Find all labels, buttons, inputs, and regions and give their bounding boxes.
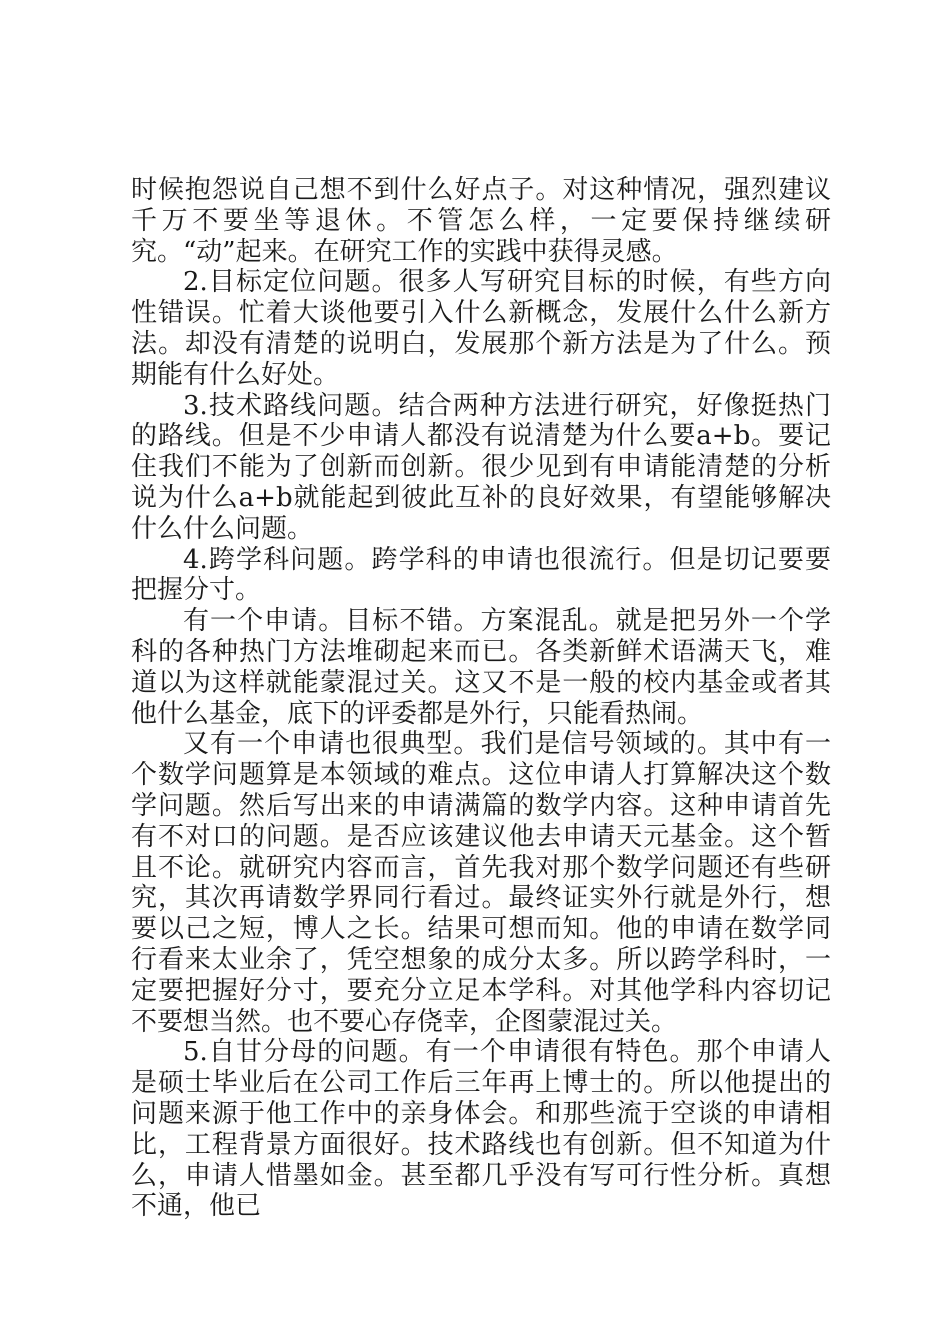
paragraph-1: 时候抱怨说自己想不到什么好点子。对这种情况，强烈建议千万不要坐等退休。不管怎么样，一定要保持继续研究。“动”起来。在研究工作的实践中获得灵感。 [131, 175, 831, 267]
paragraph-4: 4.跨学科问题。跨学科的申请也很流行。但是切记要要把握分寸。 [131, 544, 831, 606]
document-body [131, 175, 831, 1222]
paragraph-2: 2.目标定位问题。很多人写研究目标的时候，有些方向性错误。忙着大谈他要引入什么新概念，发展什么什么新方法。却没有清楚的说明白，发展那个新方法是为了什么。预期能有什么好处。 [131, 267, 831, 390]
paragraph-5: 有一个申请。目标不错。方案混乱。就是把另外一个学科的各种热门方法堆砌起来而已。各类新鲜术语满天飞，难道以为这样就能蒙混过关。这又不是一般的校内基金或者其他什么基金，底下的评委都是外行，只能看热闹。 [131, 606, 831, 729]
paragraph-6: 又有一个申请也很典型。我们是信号领域的。其中有一个数学问题算是本领域的难点。这位申请人打算解决这个数学问题。然后写出来的申请满篇的数学内容。这种申请首先有不对口的问题。是否应该建议他去申请天元基金。这个暂且不论。就研究内容而言，首先我对那个数学问题还有些研究，其次再请数学界同行看过。最终证实外行就是外行，想要以己之短，博人之长。结果可想而知。他的申请在数学同行看来太业余了，凭空想象的成分太多。所以跨学科时，一定要把握好分寸，要充分立足本学科。对其他学科内容切记不要想当然。也不要心存侥幸，企图蒙混过关。 [131, 729, 831, 1037]
paragraph-3: 3.技术路线问题。结合两种方法进行研究，好像挺热门的路线。但是不少申请人都没有说清楚为什么要a+b。要记住我们不能为了创新而创新。很少见到有申请能清楚的分析说为什么a+b就能起到彼此互补的良好效果，有望能够解决什么什么问题。 [131, 390, 831, 544]
paragraph-7: 5.自甘分母的问题。有一个申请很有特色。那个申请人是硕士毕业后在公司工作后三年再上博士的。所以他提出的问题来源于他工作中的亲身体会。和那些流于空谈的申请相比，工程背景方面很好。技术路线也有创新。但不知道为什么，申请人惜墨如金。甚至都几乎没有写可行性分析。真想不通，他已 [131, 1037, 831, 1222]
